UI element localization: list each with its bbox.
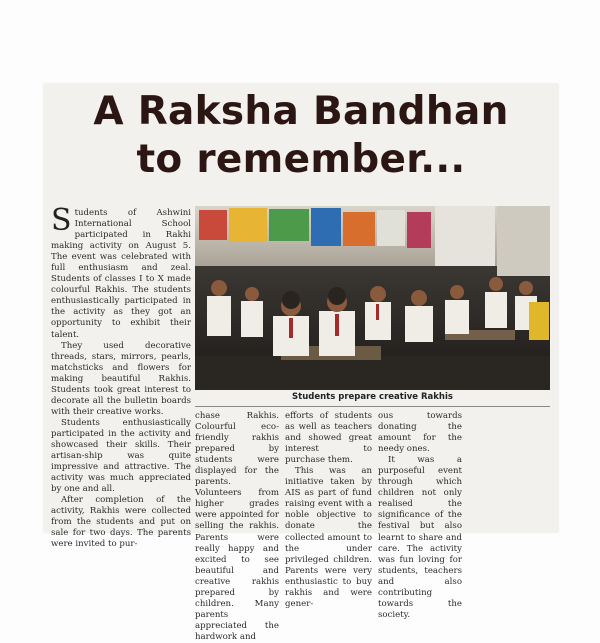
divider <box>195 406 550 407</box>
paragraph: It was a purposeful event through which children not only realised the significance of the festival but also learnt to share and care. The activity was fun loving for students, teachers and also contributing towards the society. <box>378 455 462 620</box>
dropcap: S <box>51 203 72 238</box>
paragraph: This was an initiative taken by AIS as part of fund raising event with a noble objective to donate the collected amount to the under privileged children. Parents were very enthusiastic to buy rakhis and were gener- <box>285 466 372 609</box>
newspaper-clipping <box>44 84 558 642</box>
article-photo <box>195 206 550 390</box>
headline-line-2: to remember... <box>136 137 466 182</box>
paragraph: They used decorative threads, stars, mirrors, pearls, matchsticks and flowers for making beautiful Rakhis. Students took great interest to decorate all the bulletin boards with their creative works. <box>51 340 191 417</box>
photo-caption: Students prepare creative Rakhis <box>292 392 453 402</box>
paragraph: After completion of the activity, Rakhis were collected from the students and put on sale for two days. The parents were invited to pur- <box>51 495 191 550</box>
paragraph: ous towards donating the amount for the needy ones. <box>378 411 462 455</box>
paragraph: efforts of students as well as teachers and showed great interest to purchase them. <box>285 411 372 466</box>
article-column-3 <box>285 411 372 610</box>
article-column-1 <box>51 203 191 550</box>
paragraph: chase Rakhis. Colourful eco-friendly rakhis prepared by students were displayed for the parents. Volunteers from higher grades were appointed for selling the rakhis. Parents were really happy and excited to see beautiful and creative rakhis prepared by children. Many parents appreciated the hardwork and <box>195 411 279 642</box>
headline <box>44 88 558 184</box>
article-column-4 <box>378 411 462 621</box>
article-column-2 <box>195 411 279 643</box>
classroom-photo <box>195 206 550 390</box>
paragraph: Students of Ashwini International School participated in Rakhi making activity on August 5. The event was celebrated with full enthusiasm and zeal. Students of classes I to X made colourful Rakhis. The students enthusiastically participated in the activity as they got an opportunity to exhibit their talent. <box>51 203 191 340</box>
paragraph: Students enthusiastically participated in the activity and showcased their skills. Their artisan-ship was quite impressive and attractive. The activity was much appreciated by one and all. <box>51 417 191 495</box>
headline-line-1: A Raksha Bandhan <box>93 89 509 134</box>
